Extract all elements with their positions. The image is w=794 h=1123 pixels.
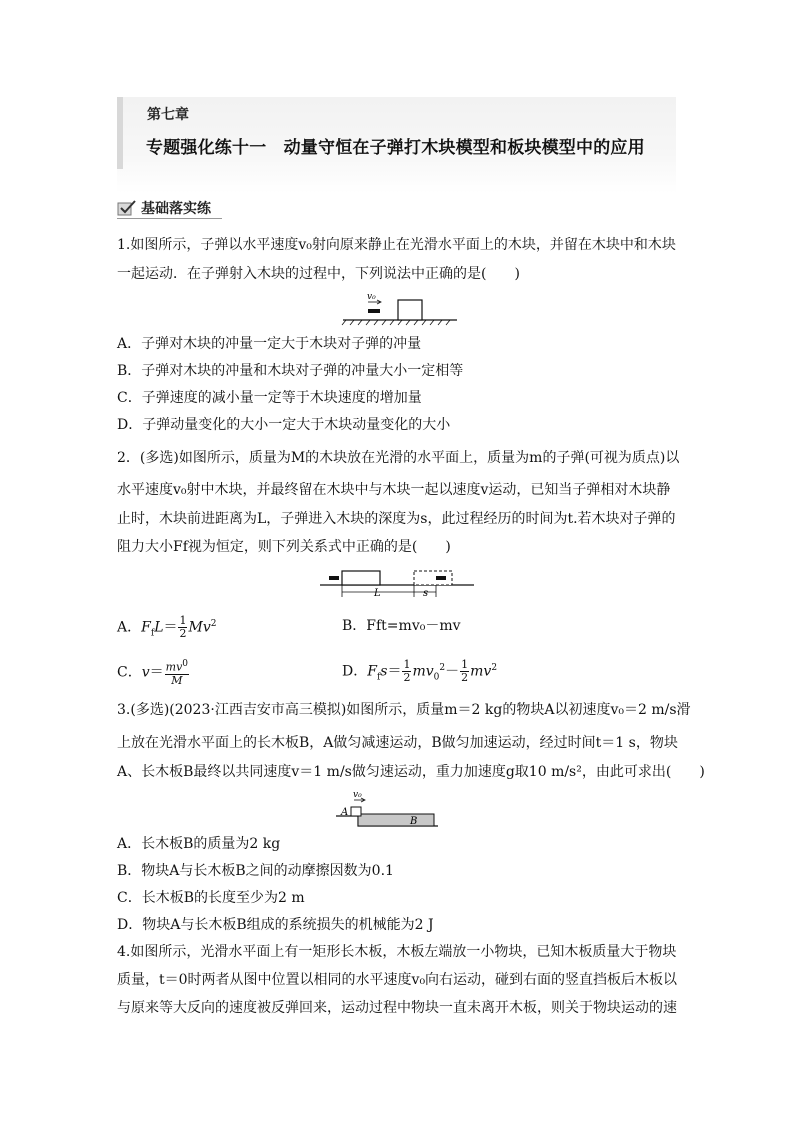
q1-fig-velocity-label: v₀ — [367, 292, 376, 302]
chapter-label: 第七章 — [147, 107, 189, 123]
q3-text-line3: A、长木板B最终以共同速度v＝1 m/s做匀速运动，重力加速度g取10 m/s²，由此可求出( ) — [117, 764, 705, 780]
q4-text-line2: 质量，t＝0时两者从图中位置以相同的水平速度v₀向右运动，碰到右面的竖直挡板后木板以 — [117, 972, 678, 988]
q3-option-a: A．长木板B的质量为2 kg — [117, 836, 281, 852]
q3-option-d: D．物块A与长木板B组成的系统损失的机械能为2 J — [117, 917, 434, 933]
q4-text-line3: 与原来等大反向的速度被反弹回来，运动过程中物块一直未离开木板，则关于物块运动的速 — [117, 1000, 677, 1016]
q4-text-line1: 4.如图所示，光滑水平面上有一矩形长木板，木板左端放一小物块，已知木板质量大于物块 — [117, 944, 677, 960]
q3-option-c: C．长木板B的长度至少为2 m — [117, 890, 305, 906]
q3-option-b: B．物块A与长木板B之间的动摩擦因数为0.1 — [117, 863, 394, 879]
q1-figure — [340, 290, 460, 326]
q2-option-c: C．v＝ $\frac{mv^0}{M}$ — [117, 659, 189, 687]
section-label: 基础落实练 — [141, 201, 211, 217]
q1-text-line1: 1.如图所示，子弹以水平速度v₀射向原来静止在光滑水平面上的木块，并留在木块中和木块 — [117, 237, 676, 253]
q1-option-c: C．子弹速度的减小量一定等于木块速度的增加量 — [117, 390, 422, 406]
checkbox-check-icon — [117, 199, 137, 217]
q1-option-a: A．子弹对木块的冲量一定大于木块对子弹的冲量 — [117, 336, 422, 352]
q3-fig-velocity-label: v₀ — [353, 790, 362, 800]
q2-figure — [316, 565, 478, 601]
section-divider — [117, 218, 222, 219]
header-accent-bar — [117, 97, 123, 169]
page-title: 专题强化练十一 动量守恒在子弹打木块模型和板块模型中的应用 — [146, 138, 645, 158]
q1-option-b: B．子弹对木块的冲量和木块对子弹的冲量大小一定相等 — [117, 363, 464, 379]
q2-text-line4: 阻力大小Ff视为恒定，则下列关系式中正确的是( ) — [117, 539, 451, 555]
q2-fig-L-label: L — [374, 588, 381, 599]
q2-text-line2: 水平速度v₀射中木块，并最终留在木块中与木块一起以速度v运动，已知当子弹相对木块静 — [117, 482, 671, 498]
q2-text-line3: 止时，木块前进距离为L，子弹进入木块的深度为s，此过程经历的时间为t.若木块对子弹的 — [117, 511, 676, 527]
section-heading — [117, 197, 211, 219]
q3-fig-B-label: B — [410, 816, 418, 827]
q2-text-line1: 2．(多选)如图所示，质量为M的木块放在光滑的水平面上，质量为m的子弹(可视为质点)以 — [117, 450, 680, 466]
q2-option-a: A．$F_fL=$ $\frac{1}{2}$ Mv$^2$ — [117, 614, 217, 641]
q3-text-line1: 3.(多选)(2023·江西吉安市高三模拟)如图所示，质量m＝2 kg的物块A以初速度v₀＝2 m/s滑 — [117, 702, 691, 718]
q3-figure — [334, 788, 440, 828]
q2-option-b: B．Fft=mv₀－mv — [342, 618, 461, 634]
q1-text-line2: 一起运动．在子弹射入木块的过程中，下列说法中正确的是( ) — [117, 266, 520, 282]
q3-fig-A-label: A — [341, 807, 349, 818]
q2-fig-s-label: s — [423, 588, 429, 599]
q2-option-d: D．$F_fs=$ $\frac{1}{2}$ $mv_0^2-$ $\frac{1}{2}$ $mv^2$ — [342, 658, 498, 685]
q1-option-d: D．子弹动量变化的大小一定大于木块动量变化的大小 — [117, 417, 451, 433]
q3-text-line2: 上放在光滑水平面上的长木板B，A做匀减速运动，B做匀加速运动，经过时间t＝1 s，物块 — [117, 735, 678, 751]
